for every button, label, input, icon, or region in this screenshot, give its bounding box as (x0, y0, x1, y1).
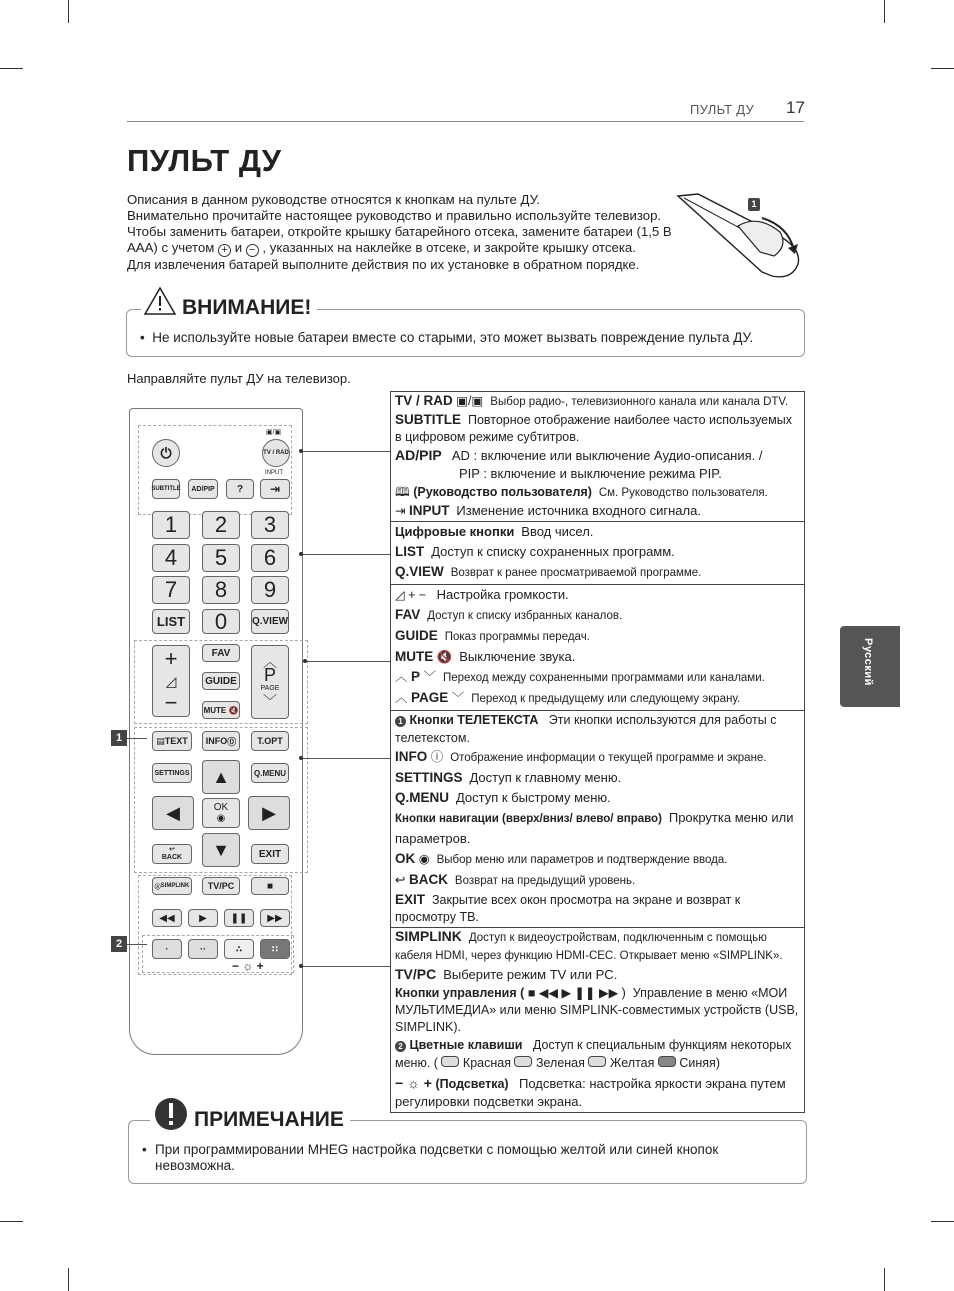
table-row: 1 Кнопки ТЕЛЕТЕКСТА Эти кнопки используются для работы с телетекстом. (395, 713, 777, 745)
red-key-button[interactable]: · (152, 939, 182, 959)
ok-icon: ◉ (216, 813, 226, 824)
digit-button[interactable]: 3 (251, 511, 289, 539)
crop-mark (0, 68, 23, 69)
leader-line (301, 554, 390, 555)
nav-right-button[interactable] (248, 796, 290, 830)
remote-marker: 2 (111, 936, 127, 952)
intro-line: Для извлечения батарей выполните действия по их установке в обратном порядке. (127, 257, 640, 272)
qmenu-button[interactable]: Q.MENU (251, 763, 289, 783)
intro-line: Описания в данном руководстве относятся к кнопкам на пульте ДУ. (127, 192, 540, 207)
tv-rad-icon: ▣/▣ (456, 394, 484, 408)
ok-button[interactable]: OK ◉ (202, 798, 240, 828)
green-key-icon (514, 1056, 532, 1067)
section-marker: 1 (395, 716, 406, 727)
pause-button[interactable] (224, 909, 254, 927)
note-text: • При программировании MHEG настройка подсветки с помощью желтой или синей кнопок невозможна. (142, 1142, 719, 1173)
stop-icon: ■ (266, 880, 274, 892)
intro-text (127, 192, 687, 273)
chevron-down-icon: ﹀ (423, 670, 437, 684)
remote-control (129, 408, 303, 1055)
crop-mark (931, 68, 954, 69)
leader-line (301, 758, 390, 759)
leader-dot (299, 449, 303, 453)
volume-icon: ◿ (165, 673, 177, 689)
stop-button[interactable] (251, 877, 289, 895)
table-row: SETTINGS Доступ к главному меню. (395, 770, 622, 785)
backlight-label-icon: − ☼ + (232, 959, 264, 973)
direction-text: Направляйте пульт ДУ на телевизор. (127, 371, 351, 386)
red-key-icon (441, 1056, 459, 1067)
mute-icon: 🔇 (228, 705, 239, 715)
table-row: SUBTITLE Повторное отображение наиболее часто используемых в цифровом режиме субтитров. (395, 412, 792, 444)
volume-rocker[interactable] (152, 645, 190, 717)
plus-circle-icon: + (218, 244, 231, 257)
fav-button[interactable]: FAV (202, 644, 240, 662)
simplink-icon: Ⓢ (154, 884, 161, 891)
arrow-right-icon: ▶ (262, 802, 276, 823)
crop-mark (0, 1221, 23, 1222)
yellow-key-button[interactable]: ∴ (224, 939, 254, 959)
chevron-down-icon: ﹀ (263, 693, 277, 709)
table-row: ↩ BACK Возврат на предыдущий уровень. (395, 872, 636, 887)
arrow-down-icon: ▼ (212, 839, 230, 860)
digit-button[interactable]: 6 (251, 544, 289, 572)
arrow-left-icon: ◀ (166, 802, 180, 823)
leader-line (301, 966, 390, 967)
table-section (391, 711, 804, 928)
table-row: PIP : включение и выключение режима PIP. (459, 466, 722, 481)
intro-line: AAA) с учетом + и − , указанных на наклейке в отсеке, и закройте крышку отсека. (127, 240, 636, 256)
ok-icon: ◉ (418, 852, 430, 866)
chevron-down-icon: ﹀ (451, 691, 465, 705)
function-table (390, 391, 805, 1113)
user-guide-icon: 🕮 (395, 485, 410, 499)
topt-button[interactable]: T.OPT (251, 731, 289, 751)
subtitle-button[interactable]: SUBTITLE (152, 479, 180, 499)
chevron-up-icon: ︿ (395, 691, 408, 705)
table-row: − ☼ + (Подсветка) Подсветка: настройка яркости экрана путем регулировки подсветки экрана. (395, 1075, 786, 1109)
marker-line (127, 738, 147, 739)
table-row: ◿ + − Настройка громкости. (395, 587, 569, 602)
digit-button[interactable]: 9 (251, 576, 289, 604)
header-rule (127, 121, 804, 122)
leader-line (305, 661, 390, 662)
table-row: EXIT Закрытие всех окон просмотра на экране и возврат к просмотру ТВ. (395, 892, 741, 924)
table-row: 2 Цветные клавиши Доступ к специальным функциям некоторых меню. ( Красная Зеленая Желтая Синяя) (395, 1038, 792, 1070)
blue-key-button[interactable]: ∷ (260, 939, 290, 959)
table-row: ︿ PAGE ﹀ Переход к предыдущему или следующему экрану. (395, 690, 741, 705)
table-row: Q.VIEW Возврат к ранее просматриваемой программе. (395, 564, 702, 579)
crop-mark (931, 1221, 954, 1222)
info-button[interactable]: INFO ⓪ (202, 731, 240, 751)
digit-button[interactable]: 2 (202, 511, 240, 539)
guide-button[interactable]: GUIDE (202, 672, 240, 690)
table-section (391, 928, 804, 1112)
digit-button[interactable]: 8 (202, 576, 240, 604)
mute-icon: 🔇 (436, 650, 453, 664)
page-number: 17 (786, 98, 805, 117)
table-row: Цифровые кнопки Ввод чисел. (395, 524, 594, 539)
nav-down-button[interactable] (202, 833, 240, 867)
chevron-up-icon: ︿ (263, 654, 277, 670)
play-button[interactable] (188, 909, 218, 927)
remote-marker: 1 (111, 730, 127, 746)
table-row: GUIDE Показ программы передач. (395, 628, 590, 643)
user-guide-button[interactable]: ? (226, 479, 254, 499)
volume-icon: ◿ + − (395, 588, 427, 602)
intro-line: Чтобы заменить батареи, откройте крышку батарейного отсека, замените батареи (1,5 В (127, 224, 672, 239)
back-arrow-icon: ↩ (395, 873, 406, 887)
arrow-up-icon: ▲ (212, 766, 230, 787)
fast-forward-icon: ▶▶ (267, 912, 283, 924)
input-button[interactable]: ⇥ (260, 479, 290, 499)
warning-icon (141, 286, 179, 316)
digit-button[interactable]: 4 (152, 544, 190, 572)
table-row: Q.MENU Доступ к быстрому меню. (395, 790, 611, 805)
program-rocker[interactable]: ︿ P PAGE ﹀ (251, 645, 289, 719)
yellow-key-icon (588, 1056, 606, 1067)
leader-dot (299, 756, 303, 760)
warning-text: • Не используйте новые батареи вместе со старыми, это может вызвать повреждение пульта ДУ. (140, 330, 754, 345)
table-row: MUTE 🔇 Выключение звука. (395, 649, 576, 664)
table-section (391, 392, 804, 522)
crop-mark (68, 0, 69, 23)
table-row: Кнопки навигации (вверх/вниз/ влево/ вправо) Прокрутка меню или параметров. (395, 810, 794, 846)
battery-cover-illustration (676, 192, 806, 284)
table-row: ︿ P ﹀ Переход между сохраненными программами или каналами. (395, 669, 765, 684)
table-row: OK ◉ Выбор меню или параметров и подтверждение ввода. (395, 851, 728, 866)
text-button[interactable]: ▤ TEXT (152, 731, 192, 751)
input-icon: ⇥ (395, 504, 406, 518)
leader-line (301, 451, 390, 452)
crop-mark (68, 1268, 69, 1291)
rewind-button[interactable] (152, 909, 182, 927)
blue-key-icon (658, 1056, 676, 1067)
tv-rad-icon: ▣/▣ (266, 429, 282, 436)
note-title: ПРИМЕЧАНИЕ (188, 1108, 350, 1132)
table-row: INFO ⓘ Отображение информации о текущей программе и экране. (395, 749, 767, 764)
digit-button[interactable]: 5 (202, 544, 240, 572)
warning-title: ВНИМАНИЕ! (176, 296, 317, 320)
input-label: INPUT (265, 470, 283, 476)
exit-button[interactable]: EXIT (251, 844, 289, 864)
table-row: SIMPLINK Доступ к видеоустройствам, подключенным с помощью кабеля HDMI, через функцию HDMI-CEC. Открывает меню «SIMPLINK». (395, 928, 783, 962)
back-arrow-icon: ↩ (169, 846, 175, 853)
minus-icon: − (164, 690, 178, 715)
table-row: TV/PC Выберите режим TV или PC. (395, 966, 618, 982)
backlight-icon: − ☼ + (395, 1075, 432, 1091)
power-button[interactable]: ⏻ (152, 439, 180, 467)
chevron-up-icon: ︿ (395, 670, 408, 684)
digit-button[interactable]: 7 (152, 576, 190, 604)
intro-line: Внимательно прочитайте настоящее руководство и правильно используйте телевизор. (127, 208, 662, 223)
table-row: ⇥ INPUT Изменение источника входного сигнала. (395, 503, 701, 518)
playback-icons: ■ ◀◀ ▶ ❚❚ ▶▶ ) (524, 986, 626, 1000)
nav-up-button[interactable] (202, 760, 240, 794)
qview-button[interactable]: Q.VIEW (251, 609, 289, 634)
leader-dot (303, 659, 307, 663)
teletext-icon: ▤ (156, 735, 165, 746)
leader-dot (299, 552, 303, 556)
table-row: LIST Доступ к списку сохраненных программ. (395, 544, 675, 559)
rewind-icon: ◀◀ (159, 912, 175, 924)
running-header: ПУЛЬТ ДУ (690, 102, 755, 117)
green-key-button[interactable]: ·· (188, 939, 218, 959)
settings-button[interactable]: SETTINGS (152, 763, 192, 783)
crop-mark (884, 1268, 885, 1291)
simplink-button[interactable]: Ⓢ SIMPLINK (152, 877, 192, 895)
play-icon: ▶ (199, 912, 207, 924)
tv-rad-button[interactable]: TV / RAD (262, 439, 290, 467)
ad-pip-button[interactable]: AD/PIP (188, 479, 218, 499)
mute-button[interactable]: MUTE 🔇 (202, 701, 240, 719)
back-button[interactable]: ↩ BACK (152, 844, 192, 864)
info-icon: ⓘ (430, 750, 444, 764)
digit-button[interactable]: 1 (152, 511, 190, 539)
crop-mark (884, 0, 885, 23)
exclamation-icon (150, 1096, 192, 1132)
tvpc-button[interactable]: TV/PC (202, 877, 240, 895)
section-marker: 2 (395, 1041, 406, 1052)
table-row: AD/PIP AD : включение или выключение Аудио-описания. / (395, 447, 763, 463)
fast-forward-button[interactable] (260, 909, 290, 927)
table-row: FAV Доступ к списку избранных каналов. (395, 607, 623, 622)
table-row: 🕮 (Руководство пользователя) См. Руководство пользователя. (395, 485, 768, 499)
nav-left-button[interactable] (152, 796, 194, 830)
table-section (391, 585, 804, 711)
page-title: ПУЛЬТ ДУ (127, 143, 282, 178)
info-icon: ⓪ (227, 736, 237, 747)
list-button[interactable]: LIST (152, 609, 190, 634)
table-section (391, 522, 804, 585)
step-marker: 1 (748, 198, 760, 211)
marker-line (127, 944, 147, 945)
table-row: TV / RAD ▣/▣ Выбор радио-, телевизионного канала или канала DTV. (395, 393, 789, 408)
plus-icon: + (164, 646, 178, 671)
pause-icon: ❚❚ (230, 912, 248, 924)
digit-button-zero[interactable]: 0 (202, 609, 240, 634)
minus-circle-icon: − (246, 244, 259, 257)
language-tab: Русский (840, 626, 900, 707)
leader-dot (299, 964, 303, 968)
table-row: Кнопки управления ( ■ ◀◀ ▶ ❚❚ ▶▶ ) Управление в меню «МОИ МУЛЬТИМЕДИА» или меню SIMPLINK-совместимых устройств (USB, SIMPLINK). (395, 986, 799, 1034)
